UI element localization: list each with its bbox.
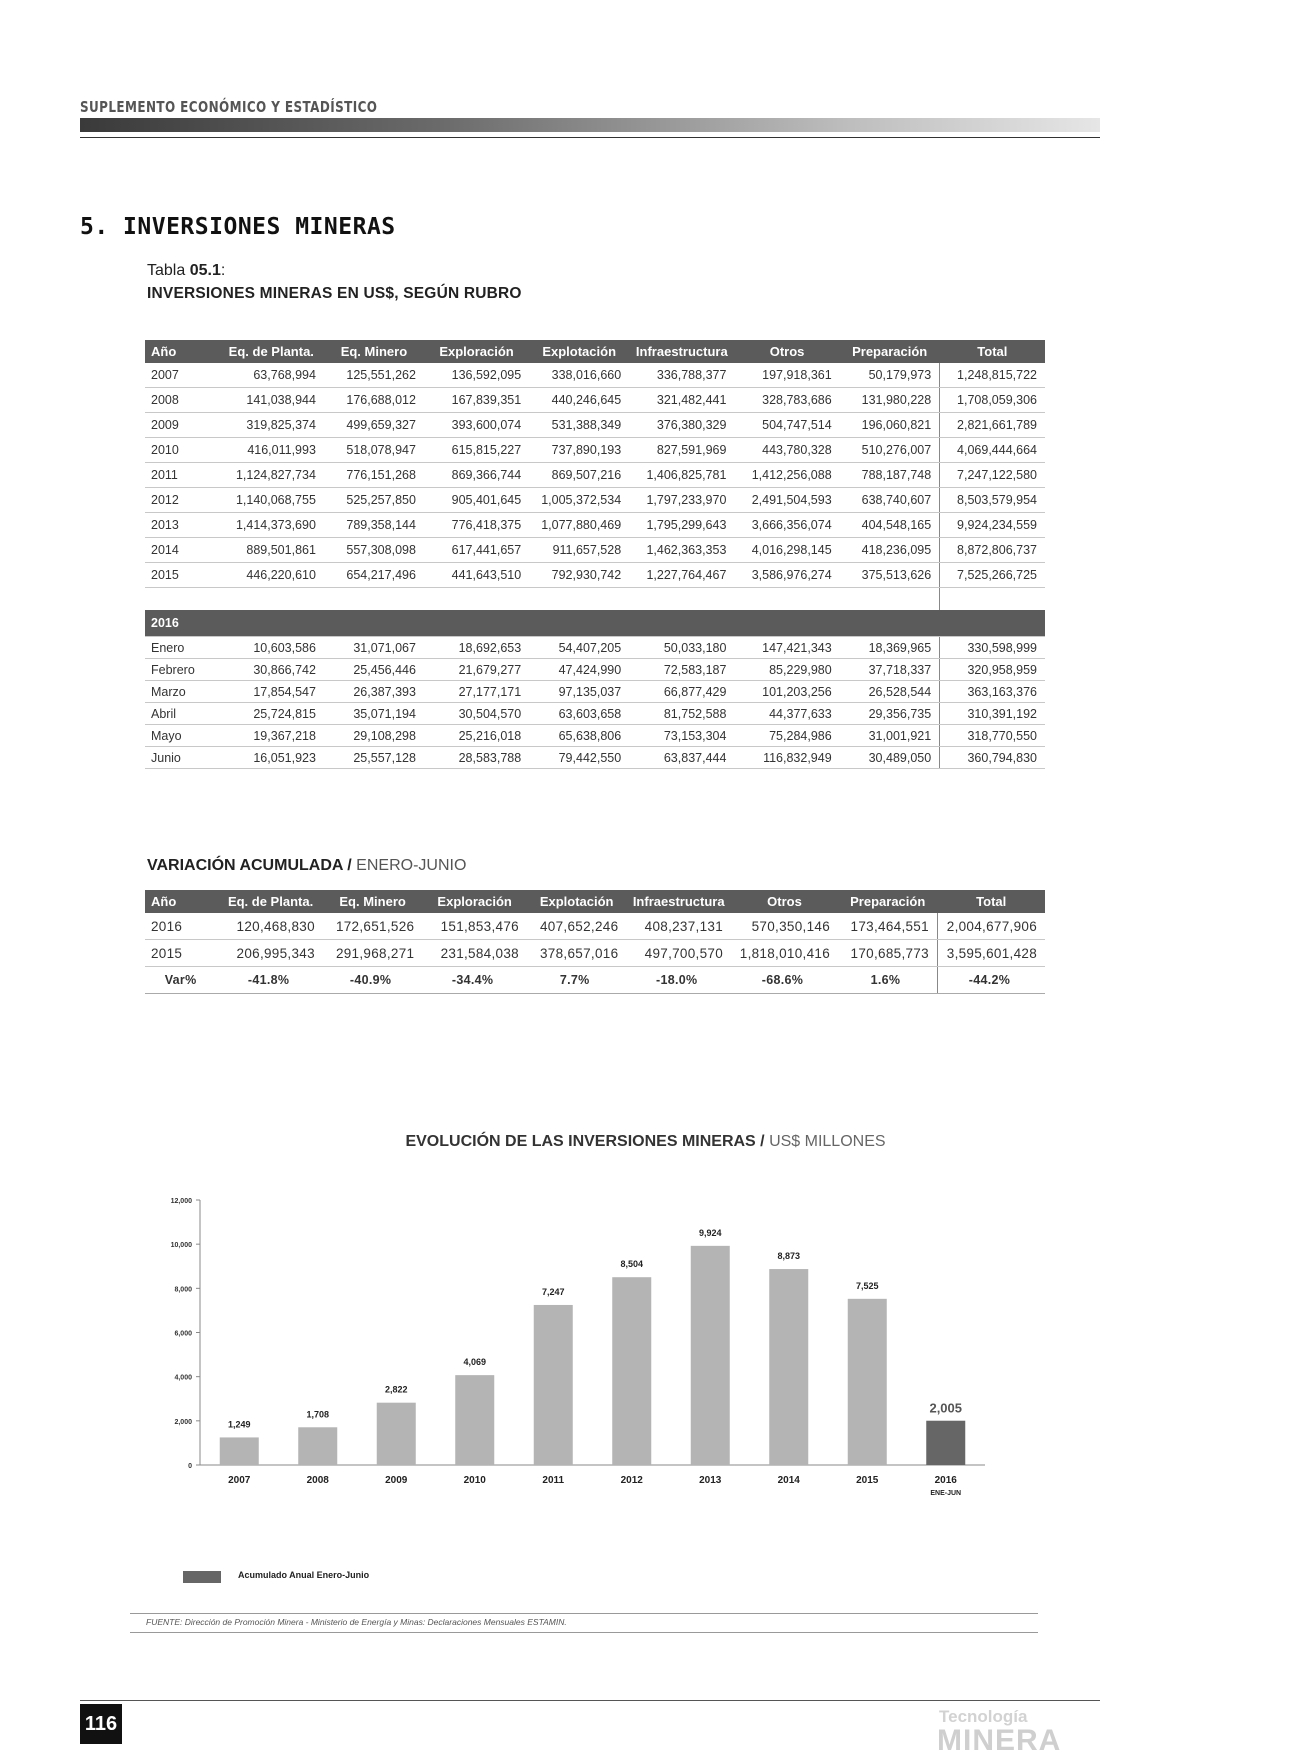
table-cell: 408,237,131: [626, 913, 731, 940]
table-cell: 510,276,007: [840, 438, 940, 463]
table-cell: -41.8%: [218, 967, 323, 994]
table-cell: 319,825,374: [219, 413, 324, 438]
table-cell: Enero: [145, 637, 219, 659]
x-tick-label: 2009: [385, 1475, 408, 1486]
table-cell: 1,708,059,306: [940, 388, 1045, 413]
table-cell: 63,837,444: [629, 747, 734, 769]
table-cell: 231,584,038: [422, 940, 527, 967]
table-cell: 776,418,375: [424, 513, 529, 538]
table-cell: 328,783,686: [734, 388, 839, 413]
y-tick-label: 12,000: [170, 1198, 192, 1205]
table-cell: 141,038,944: [219, 388, 324, 413]
table-cell: 19,367,218: [219, 725, 324, 747]
table-cell: 30,866,742: [219, 659, 324, 681]
logo-text-top: Tecnología: [939, 1707, 1028, 1726]
table-cell: Marzo: [145, 681, 219, 703]
table-cell: 557,308,098: [324, 538, 424, 563]
table-cell: 44,377,633: [734, 703, 839, 725]
table-cell: 905,401,645: [424, 488, 529, 513]
table-cell: 499,659,327: [324, 413, 424, 438]
table-cell: 1,077,880,469: [529, 513, 629, 538]
table-row: [145, 967, 1045, 994]
data-label: 1,249: [227, 1419, 251, 1430]
table-cell: 416,011,993: [219, 438, 324, 463]
table-cell: 638,740,607: [840, 488, 940, 513]
table-cell: 446,220,610: [219, 563, 324, 588]
table-cell: Var%: [145, 967, 218, 994]
y-tick-label: 4,000: [174, 1374, 192, 1382]
table-row: [145, 913, 1045, 940]
table-cell: 1,248,815,722: [940, 363, 1045, 388]
y-tick-label: 10,000: [170, 1242, 192, 1250]
data-label: 2,822: [384, 1384, 408, 1395]
investment-bar-chart: [150, 1180, 1010, 1520]
table-cell: 136,592,095: [424, 363, 529, 388]
table-cell: 2016: [145, 913, 218, 940]
x-tick-label: 2008: [306, 1475, 329, 1486]
table-cell: 18,692,653: [424, 637, 529, 659]
table-cell: 172,651,526: [323, 913, 422, 940]
table-cell: -44.2%: [937, 967, 1045, 994]
table-row: [145, 940, 1045, 967]
table-cell: 3,666,356,074: [734, 513, 839, 538]
table-cell: 617,441,657: [424, 538, 529, 563]
data-label: 9,924: [698, 1227, 722, 1238]
table2-header-cell: Infraestructura: [626, 890, 731, 913]
table1-header-cell: Preparación: [840, 340, 940, 363]
x-tick-label: 2015: [856, 1475, 879, 1486]
table-cell: 1,795,299,643: [629, 513, 734, 538]
table-cell: 321,482,441: [629, 388, 734, 413]
variation-table: [145, 890, 1045, 994]
year-2016-header: [145, 610, 1045, 637]
table-cell: 1.6%: [838, 967, 937, 994]
table-cell: 28,583,788: [424, 747, 529, 769]
table-cell: 30,489,050: [840, 747, 940, 769]
table-cell: 2,004,677,906: [937, 913, 1045, 940]
table-cell: 2,821,661,789: [940, 413, 1045, 438]
table-cell: 63,768,994: [219, 363, 324, 388]
table-cell: 26,387,393: [324, 681, 424, 703]
table-row: [145, 703, 1045, 725]
bar: [691, 1246, 730, 1465]
table-label: Tabla 05.1:: [147, 262, 226, 279]
table-cell: 167,839,351: [424, 388, 529, 413]
table-cell: 911,657,528: [529, 538, 629, 563]
table-cell: 497,700,570: [626, 940, 731, 967]
table-cell: 131,980,228: [840, 388, 940, 413]
x-tick-label: 2014: [777, 1475, 800, 1486]
tecnologia-minera-logo: [935, 1704, 1105, 1754]
data-label: 8,504: [620, 1259, 644, 1270]
table-cell: 65,638,806: [529, 725, 629, 747]
table-cell: 63,603,658: [529, 703, 629, 725]
table-cell: 151,853,476: [422, 913, 527, 940]
table-cell: 1,124,827,734: [219, 463, 324, 488]
table-cell: 3,586,976,274: [734, 563, 839, 588]
table-cell: 7,247,122,580: [940, 463, 1045, 488]
variation-title: VARIACIÓN ACUMULADA / ENERO-JUNIO: [147, 857, 467, 874]
bar: [848, 1299, 887, 1465]
table-cell: 170,685,773: [838, 940, 937, 967]
table-cell: 1,412,256,088: [734, 463, 839, 488]
table-cell: 120,468,830: [218, 913, 323, 940]
table-cell: 30,504,570: [424, 703, 529, 725]
table-cell: 1,005,372,534: [529, 488, 629, 513]
investment-table: [145, 340, 1045, 769]
header-title: SUPLEMENTO ECONÓMICO Y ESTADÍSTICO: [80, 98, 378, 116]
table-cell: 50,033,180: [629, 637, 734, 659]
data-label: 1,708: [306, 1409, 330, 1420]
table-cell: 125,551,262: [324, 363, 424, 388]
table-cell: 54,407,205: [529, 637, 629, 659]
bar: [220, 1437, 259, 1465]
x-tick-label: 2012: [620, 1475, 643, 1486]
table-cell: 1,797,233,970: [629, 488, 734, 513]
table-cell: 75,284,986: [734, 725, 839, 747]
table-cell: 2015: [145, 563, 219, 588]
table-cell: 101,203,256: [734, 681, 839, 703]
table-cell: 66,877,429: [629, 681, 734, 703]
table2-header-cell: Eq. de Planta.: [218, 890, 323, 913]
table-cell: 147,421,343: [734, 637, 839, 659]
table-cell: 97,135,037: [529, 681, 629, 703]
x-sublabel: ENE-JUN: [930, 1490, 962, 1497]
table-cell: Junio: [145, 747, 219, 769]
x-tick-label: 2013: [699, 1475, 722, 1486]
table-cell: 2008: [145, 388, 219, 413]
legend-label: Acumulado Anual Enero-Junio: [238, 1570, 370, 1580]
table-cell: 320,958,959: [940, 659, 1045, 681]
table-cell: -68.6%: [731, 967, 838, 994]
table-cell: 85,229,980: [734, 659, 839, 681]
table-cell: 73,153,304: [629, 725, 734, 747]
table-cell: 418,236,095: [840, 538, 940, 563]
table-cell: 310,391,192: [940, 703, 1045, 725]
table-cell: 50,179,973: [840, 363, 940, 388]
table-cell: 393,600,074: [424, 413, 529, 438]
table-cell: 2010: [145, 438, 219, 463]
table-cell: 869,507,216: [529, 463, 629, 488]
x-tick-label: 2007: [228, 1475, 251, 1486]
header-rule: [80, 137, 1100, 138]
table-cell: 792,930,742: [529, 563, 629, 588]
table-cell: 570,350,146: [731, 913, 838, 940]
table-cell: 378,657,016: [527, 940, 626, 967]
table-cell: 2014: [145, 538, 219, 563]
table-cell: 37,718,337: [840, 659, 940, 681]
footer-rule: [80, 1700, 1100, 1701]
table-title: INVERSIONES MINERAS EN US$, SEGÚN RUBRO: [147, 285, 522, 302]
table-cell: 360,794,830: [940, 747, 1045, 769]
table-cell: 1,406,825,781: [629, 463, 734, 488]
table-cell: Febrero: [145, 659, 219, 681]
chart-title: EVOLUCIÓN DE LAS INVERSIONES MINERAS / US$ MILLONES: [405, 1133, 886, 1150]
bar: [612, 1277, 651, 1465]
table-cell: 1,818,010,416: [731, 940, 838, 967]
table-cell: 31,001,921: [840, 725, 940, 747]
table-row: [145, 413, 1045, 438]
table1-header-cell: Exploración: [424, 340, 529, 363]
table-cell: 9,924,234,559: [940, 513, 1045, 538]
table1-header-cell: Año: [145, 340, 219, 363]
table-cell: 196,060,821: [840, 413, 940, 438]
table-cell: 440,246,645: [529, 388, 629, 413]
table2-header-cell: Año: [145, 890, 218, 913]
table-cell: 504,747,514: [734, 413, 839, 438]
bar: [298, 1427, 337, 1465]
bar: [769, 1269, 808, 1465]
header-bar: [80, 118, 1100, 132]
table-cell: 16,051,923: [219, 747, 324, 769]
bar: [377, 1403, 416, 1465]
table-row: [145, 363, 1045, 388]
table-cell: 25,456,446: [324, 659, 424, 681]
table1-header-cell: Total: [940, 340, 1045, 363]
table-cell: 336,788,377: [629, 363, 734, 388]
table-cell: 31,071,067: [324, 637, 424, 659]
table-row: [145, 563, 1045, 588]
table-cell: 29,356,735: [840, 703, 940, 725]
table-cell: 35,071,194: [324, 703, 424, 725]
y-tick-label: 8,000: [174, 1286, 192, 1294]
table-cell: -18.0%: [626, 967, 731, 994]
table-cell: 338,016,660: [529, 363, 629, 388]
table-row: [145, 488, 1045, 513]
table2-header-cell: Otros: [731, 890, 838, 913]
table-cell: 1,462,363,353: [629, 538, 734, 563]
y-tick-label: 2,000: [174, 1418, 192, 1426]
table-cell: 363,163,376: [940, 681, 1045, 703]
table-cell: 318,770,550: [940, 725, 1045, 747]
table-cell: 4,069,444,664: [940, 438, 1045, 463]
data-label: 2,005: [929, 1400, 963, 1416]
table-cell: 1,414,373,690: [219, 513, 324, 538]
table-cell: 2011: [145, 463, 219, 488]
table-cell: 7.7%: [527, 967, 626, 994]
table-cell: 2013: [145, 513, 219, 538]
source-rule-bottom: [130, 1632, 1038, 1633]
table-row: [145, 538, 1045, 563]
y-tick-label: 0: [188, 1463, 192, 1470]
table1-header-cell: Infraestructura: [629, 340, 734, 363]
table-cell: 737,890,193: [529, 438, 629, 463]
table-row: [145, 637, 1045, 659]
table-cell: -34.4%: [422, 967, 527, 994]
table-cell: 827,591,969: [629, 438, 734, 463]
data-label: 7,525: [855, 1280, 879, 1291]
bar: [455, 1375, 494, 1465]
table1-header-cell: Eq. Minero: [324, 340, 424, 363]
table-cell: 7,525,266,725: [940, 563, 1045, 588]
table-cell: 81,752,588: [629, 703, 734, 725]
table-cell: 518,078,947: [324, 438, 424, 463]
table-cell: Abril: [145, 703, 219, 725]
table-cell: 789,358,144: [324, 513, 424, 538]
table-cell: 525,257,850: [324, 488, 424, 513]
table-cell: 407,652,246: [527, 913, 626, 940]
table-cell: 79,442,550: [529, 747, 629, 769]
source-note: FUENTE: Dirección de Promoción Minera - Ministerio de Energía y Minas: Declaraciones Mensuales ESTAMIN.: [146, 1617, 567, 1627]
table-cell: 443,780,328: [734, 438, 839, 463]
table-cell: 18,369,965: [840, 637, 940, 659]
table-cell: 531,388,349: [529, 413, 629, 438]
table1-header-cell: Explotación: [529, 340, 629, 363]
table-cell: 25,216,018: [424, 725, 529, 747]
table-cell: 1,140,068,755: [219, 488, 324, 513]
table-row: [145, 747, 1045, 769]
table-cell: 10,603,586: [219, 637, 324, 659]
table-cell: 176,688,012: [324, 388, 424, 413]
table-cell: 27,177,171: [424, 681, 529, 703]
table-cell: 404,548,165: [840, 513, 940, 538]
table-cell: 788,187,748: [840, 463, 940, 488]
bar: [534, 1305, 573, 1465]
table-cell: 25,724,815: [219, 703, 324, 725]
table-cell: 2,491,504,593: [734, 488, 839, 513]
table-cell: 654,217,496: [324, 563, 424, 588]
table-cell: 1,227,764,467: [629, 563, 734, 588]
source-rule-top: [130, 1613, 1038, 1614]
table-cell: 47,424,990: [529, 659, 629, 681]
table-cell: 25,557,128: [324, 747, 424, 769]
table1-header-cell: Otros: [734, 340, 839, 363]
table-cell: 8,872,806,737: [940, 538, 1045, 563]
table-cell: 889,501,861: [219, 538, 324, 563]
table-row: [145, 388, 1045, 413]
x-tick-label: 2011: [542, 1475, 565, 1486]
table-cell: 197,918,361: [734, 363, 839, 388]
table-cell: 72,583,187: [629, 659, 734, 681]
table-row: [145, 438, 1045, 463]
table-cell: 8,503,579,954: [940, 488, 1045, 513]
y-tick-label: 6,000: [174, 1330, 192, 1338]
spacer-row: [145, 588, 1045, 611]
table-cell: 375,513,626: [840, 563, 940, 588]
table2-header-cell: Explotación: [527, 890, 626, 913]
table-cell: 776,151,268: [324, 463, 424, 488]
table-cell: 376,380,329: [629, 413, 734, 438]
section-title: 5. INVERSIONES MINERAS: [80, 214, 396, 240]
data-label: 8,873: [777, 1251, 801, 1262]
table2-header-cell: Preparación: [838, 890, 937, 913]
table-cell: 2012: [145, 488, 219, 513]
table-cell: 2009: [145, 413, 219, 438]
table-cell: 291,968,271: [323, 940, 422, 967]
table-cell: 615,815,227: [424, 438, 529, 463]
table2-header-cell: Eq. Minero: [323, 890, 422, 913]
table2-header-cell: Total: [937, 890, 1045, 913]
table-row: [145, 513, 1045, 538]
year-2016-label: 2016: [145, 610, 1045, 637]
data-label: 7,247: [541, 1286, 565, 1297]
table-cell: 206,995,343: [218, 940, 323, 967]
x-tick-label: 2010: [463, 1475, 486, 1486]
legend-swatch: [183, 1571, 221, 1583]
table-row: [145, 659, 1045, 681]
table-cell: 17,854,547: [219, 681, 324, 703]
table-cell: 3,595,601,428: [937, 940, 1045, 967]
table-cell: 29,108,298: [324, 725, 424, 747]
table-cell: 173,464,551: [838, 913, 937, 940]
table-cell: -40.9%: [323, 967, 422, 994]
table-cell: 441,643,510: [424, 563, 529, 588]
table-cell: 4,016,298,145: [734, 538, 839, 563]
page-number: 116: [80, 1704, 122, 1744]
table-cell: 330,598,999: [940, 637, 1045, 659]
table-cell: Mayo: [145, 725, 219, 747]
table-cell: 116,832,949: [734, 747, 839, 769]
table-row: [145, 463, 1045, 488]
table-cell: 21,679,277: [424, 659, 529, 681]
logo-text-bottom: MINERA: [937, 1724, 1062, 1754]
x-tick-label: 2016: [934, 1475, 957, 1486]
table2-header-cell: Exploración: [422, 890, 527, 913]
table-row: [145, 681, 1045, 703]
data-label: 4,069: [463, 1357, 487, 1368]
table-cell: 869,366,744: [424, 463, 529, 488]
table-cell: 26,528,544: [840, 681, 940, 703]
table-cell: 2007: [145, 363, 219, 388]
table1-header-cell: Eq. de Planta.: [219, 340, 324, 363]
table-row: [145, 725, 1045, 747]
table-cell: 2015: [145, 940, 218, 967]
bar: [926, 1421, 965, 1465]
